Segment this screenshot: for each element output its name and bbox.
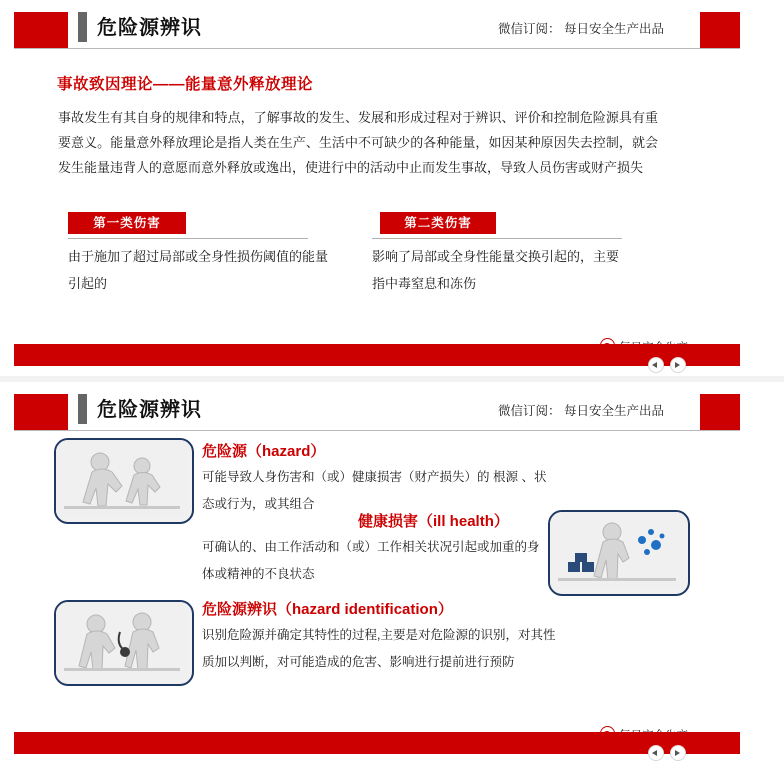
second-injury-text: 影响了局部或全身性能量交换引起的，主要指中毒窒息和冻伤 xyxy=(372,249,620,291)
tag-first-injury: 第一类伤害 xyxy=(68,212,186,234)
slide1-title: 危险源辨识 xyxy=(97,17,202,39)
header-red-block-left xyxy=(14,12,68,48)
tag-underline-left xyxy=(68,238,308,239)
slide-hazard-identification xyxy=(0,382,784,774)
doctor-stethoscope-illustration xyxy=(56,602,188,680)
next-arrow-icon[interactable] xyxy=(670,357,686,373)
term-ill-health-cn: 健康损害 xyxy=(358,513,419,530)
footer-left-gap xyxy=(0,344,14,366)
header-red-block-left-2 xyxy=(14,394,68,430)
ill-health-illustration-card xyxy=(548,510,690,596)
prev-arrow-icon-2[interactable] xyxy=(648,745,664,761)
term-ill-health-en: （ill health） xyxy=(418,513,509,530)
first-injury-text: 由于施加了超过局部或全身性损伤阈值的能量引起的 xyxy=(68,249,329,291)
next-arrow-icon-2[interactable] xyxy=(670,745,686,761)
header-divider xyxy=(14,48,740,49)
term-hazard-cn: 危险源 xyxy=(202,443,248,460)
footer-left-gap-2 xyxy=(0,732,14,754)
slide1-subscribe-text: 微信订阅： 每日安全生产出品 xyxy=(498,22,664,36)
slide1-header xyxy=(0,0,784,58)
section-title: 事故致因理论——能量意外释放理论 xyxy=(57,76,314,93)
hazard-illustration-card xyxy=(54,438,194,524)
slide2-subscribe-text: 微信订阅： 每日安全生产出品 xyxy=(498,404,664,418)
header-red-block-right xyxy=(700,12,740,48)
header-gray-bar-2 xyxy=(78,394,87,424)
desc-hazard: 可能导致人身伤害和（或）健康损害（财产损失）的 根源 、状态或行为，或其组合 xyxy=(202,470,547,511)
hazard-id-illustration-card xyxy=(54,600,194,686)
tag-underline-right xyxy=(372,238,622,239)
prev-arrow-icon[interactable] xyxy=(648,357,664,373)
tag-second-injury: 第二类伤害 xyxy=(380,212,496,234)
slide-energy-release-theory xyxy=(0,0,784,378)
header-divider-2 xyxy=(14,430,740,431)
term-hazard-en: （hazard） xyxy=(247,443,326,460)
header-red-block-right-2 xyxy=(700,394,740,430)
slide2-title: 危险源辨识 xyxy=(97,399,202,421)
term-hazard-id-cn: 危险源辨识 xyxy=(202,601,278,618)
section-paragraph: 事故发生有其自身的规律和特点，了解事故的发生、发展和形成过程对于辨识、评价和控制危险源具有重要意义。能量意外释放理论是指人类在生产、生活中不可缺少的各种能量，如因某种原因失去控制，就会发生能量违背人的意愿而意外释放或逸出，使进行中的活动中止而发生事故，导致人员伤害或财产损失 xyxy=(58,110,658,175)
desc-ill-health: 可确认的、由工作活动和（或）工作相关状况引起或加重的身体或精神的不良状态 xyxy=(202,540,540,581)
term-hazard xyxy=(202,440,325,461)
footer-right-gap-2 xyxy=(740,732,784,754)
header-gray-bar xyxy=(78,12,87,42)
footer-right-gap xyxy=(740,344,784,366)
people-pushing-illustration xyxy=(56,440,188,518)
slide2-nav-controls[interactable] xyxy=(648,745,694,759)
desc-hazard-identification: 识别危险源并确定其特性的过程,主要是对危险源的识别，对其性质加以判断，对可能造成的危害、影响进行提前进行预防 xyxy=(202,628,556,669)
slide1-nav-controls[interactable] xyxy=(648,357,694,371)
term-ill-health xyxy=(358,510,509,531)
term-hazard-identification xyxy=(202,598,453,619)
slide2-header xyxy=(0,382,784,440)
term-hazard-id-en: （hazard identification） xyxy=(277,601,453,618)
person-splash-illustration xyxy=(550,512,684,590)
